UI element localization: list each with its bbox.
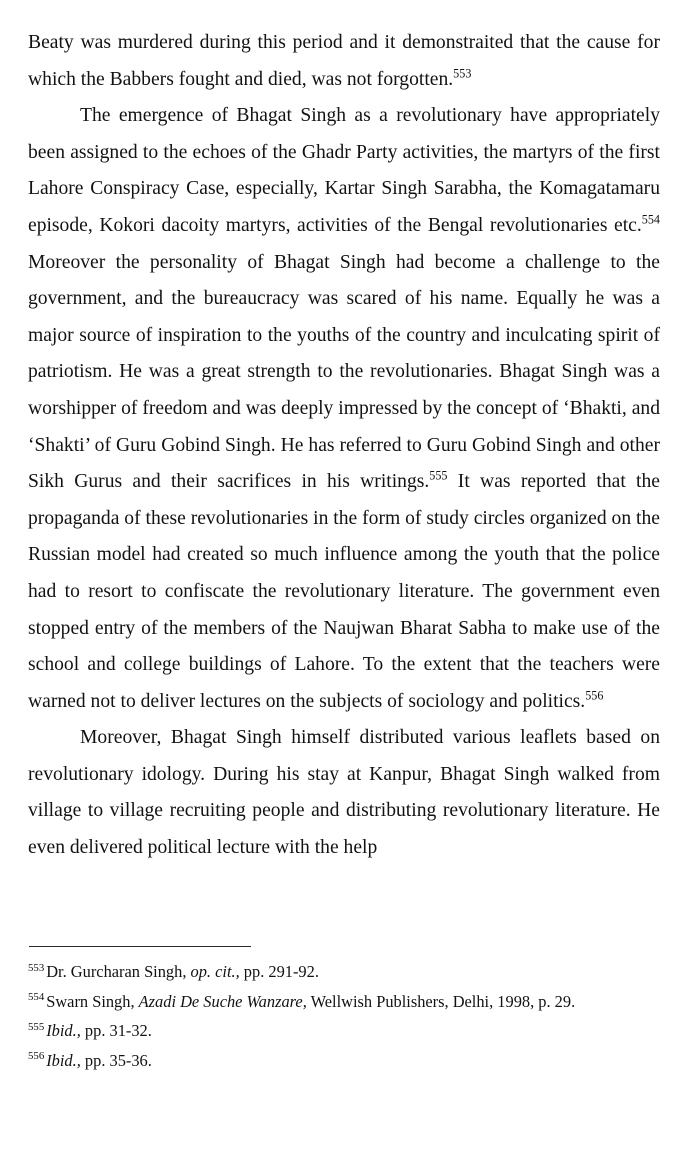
footnote-list: [28, 957, 660, 1075]
footnote-text-run: pp. 31-32.: [80, 1021, 152, 1041]
text-run: Moreover the personality of Bhagat Singh had become a challenge to the government, and the bureaucracy was scared of his name. Equally he was a major source of inspiration to the youths of the country and inculcating spirit of patriotism. He was a great strength to the revolutionaries. Bhagat Singh was a worshipper of freedom and was deeply impressed by the concept of ‘Bhakti, and ‘Shakti’ of Guru Gobind Singh. He has referred to Guru Gobind Singh and other Sikh Gurus and their sacrifices in his writings.: [28, 251, 660, 493]
footnote-text-run: pp. 291-92.: [239, 962, 319, 981]
footnote-text-run: Dr. Gurcharan Singh,: [46, 962, 191, 981]
footnote-italic-run: Ibid.,: [46, 1021, 81, 1041]
footnote-text-run: pp. 35-36.: [80, 1050, 152, 1070]
footnote-marker-555[interactable]: 555: [28, 1020, 45, 1033]
paragraph: [28, 98, 660, 720]
footnote-separator-rule: [29, 946, 251, 947]
footnote-entry: [28, 1046, 660, 1076]
footnote-entry: [28, 957, 660, 987]
paragraph: [28, 720, 660, 866]
footnote-reference-554[interactable]: 554: [641, 212, 660, 227]
text-run: Beaty was murdered during this period and it demonstraited that the cause for which the Babbers fought and died, was not forgotten.: [28, 32, 660, 90]
footnote-marker-554[interactable]: 554: [28, 991, 45, 1004]
footnote-italic-run: op. cit.,: [190, 962, 240, 981]
text-run: Moreover, Bhagat Singh himself distributed various leaflets based on revolutionary idology. During his stay at Kanpur, Bhagat Singh walked from village to village recruiting people and distributing revolutionary literature. He even delivered political lecture with the help: [28, 727, 660, 859]
footnote-italic-run: Ibid.,: [46, 1050, 81, 1070]
footnote-italic-run: Azadi De Suche Wanzare,: [138, 991, 307, 1011]
footnote-text-run: Swarn Singh,: [46, 991, 139, 1011]
footnote-reference-555[interactable]: 555: [429, 468, 448, 483]
footnote-text-run: Wellwish Publishers, Delhi, 1998, p. 29.: [306, 991, 576, 1011]
footnote-entry: [28, 987, 660, 1017]
footnotes-block: [28, 946, 660, 1075]
footnote-marker-556[interactable]: 556: [28, 1050, 45, 1063]
body-text-block: [28, 25, 660, 867]
footnote-reference-556[interactable]: 556: [585, 688, 604, 703]
footnote-entry: [28, 1016, 660, 1046]
text-run: It was reported that the propaganda of these revolutionaries in the form of study circles organized on the Russian model had created so much influence among the youth that the police had to resort to confiscate the revolutionary literature. The government even stopped entry of the members of the Naujwan Bharat Sabha to make use of the school and college buildings of Lahore. To the extent that the teachers were warned not to deliver lectures on the subjects of sociology and politics.: [28, 471, 660, 712]
paragraph: [28, 25, 660, 98]
footnote-reference-553[interactable]: 553: [453, 66, 472, 81]
footnote-marker-553[interactable]: 553: [28, 961, 45, 974]
text-run: The emergence of Bhagat Singh as a revolutionary have appropriately been assigned to the echoes of the Ghadr Party activities, the martyrs of the first Lahore Conspiracy Case, especially, Kartar Singh Sarabha, the Komagatamaru episode, Kokori dacoity martyrs, activities of the Bengal revolutionaries etc.: [28, 105, 660, 236]
